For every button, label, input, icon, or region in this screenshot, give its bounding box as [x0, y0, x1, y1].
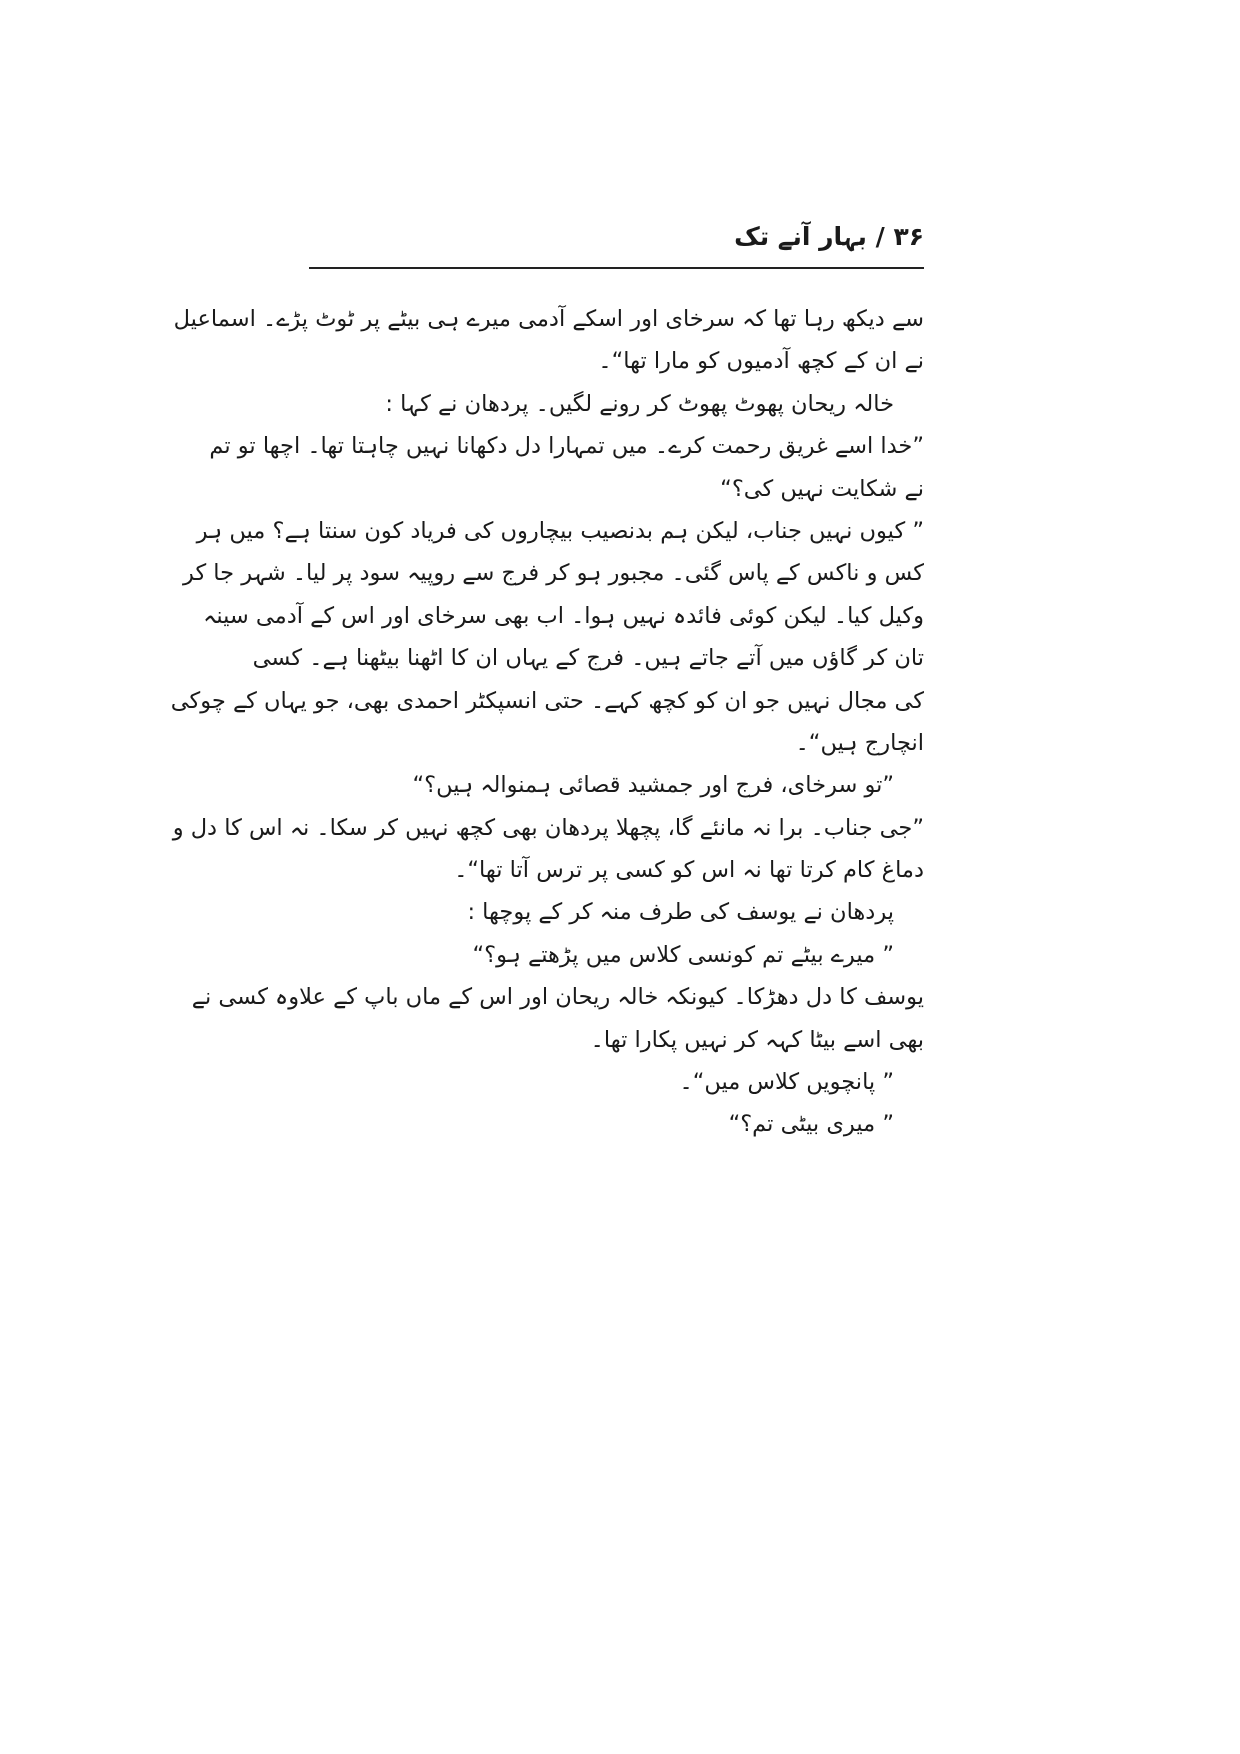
- text-line: یوسف کا دل دھڑکا۔ کیونکہ خالہ ریحان اور اس کے ماں باپ کے علاوہ کسی نے: [191, 984, 924, 1011]
- text-line: ” پانچویں کلاس میں“۔: [679, 1069, 894, 1096]
- running-header: ۳۶ / بہار آنے تک: [734, 222, 924, 251]
- text-line: ”خدا اسے غریق رحمت کرے۔ میں تمہارا دل دکھانا نہیں چاہتا تھا۔ اچھا تو تم: [209, 433, 924, 460]
- text-line: تان کر گاؤں میں آتے جاتے ہیں۔ فرج کے یہاں ان کا اٹھنا بیٹھنا ہے۔ کسی: [252, 645, 924, 672]
- text-line: دماغ کام کرتا تھا نہ اس کو کسی پر ترس آتا تھا“۔: [454, 857, 924, 884]
- text-line: ” میرے بیٹے تم کونسی کلاس میں پڑھتے ہو؟“: [472, 941, 894, 968]
- text-line: ” میری بیٹی تم؟“: [728, 1111, 894, 1138]
- text-line: وکیل کیا۔ لیکن کوئی فائدہ نہیں ہوا۔ اب بھی سرخای اور اس کے آدمی سینہ: [203, 602, 924, 629]
- page-header: [309, 222, 924, 270]
- text-line: بھی اسے بیٹا کہہ کر نہیں پکارا تھا۔: [590, 1026, 924, 1053]
- text-line: کس و ناکس کے پاس گئی۔ مجبور ہو کر فرج سے روپیہ سود پر لیا۔ شہر جا کر: [183, 560, 924, 587]
- text-line: ”جی جناب۔ برا نہ مانئے گا، پچھلا پردھان بھی کچھ نہیں کر سکا۔ نہ اس کا دل و: [172, 814, 924, 841]
- text-line: ”تو سرخای، فرج اور جمشید قصائی ہمنوالہ ہیں؟“: [412, 772, 894, 799]
- text-line: سے دیکھ رہا تھا کہ سرخای اور اسکے آدمی میرے ہی بیٹے پر ٹوٹ پڑے۔ اسماعیل: [173, 306, 924, 332]
- page-body: [170, 298, 924, 1146]
- text-line: پردھان نے یوسف کی طرف منہ کر کے پوچھا :: [467, 899, 894, 926]
- text-line: کی مجال نہیں جو ان کو کچھ کہے۔ حتی انسپکٹر احمدی بھی، جو یہاں کے چوکی: [170, 687, 924, 714]
- text-line: خالہ ریحان پھوٹ پھوٹ کر رونے لگیں۔ پردھان نے کہا :: [385, 390, 894, 417]
- text-line: نے شکایت نہیں کی؟“: [720, 475, 924, 502]
- text-line: انچارج ہیں“۔: [795, 729, 924, 756]
- text-line: ” کیوں نہیں جناب، لیکن ہم بدنصیب بیچاروں کی فریاد کون سنتا ہے؟ میں ہر: [196, 517, 924, 544]
- text-line: نے ان کے کچھ آدمیوں کو مارا تھا“۔: [598, 348, 924, 375]
- header-divider: [309, 267, 924, 269]
